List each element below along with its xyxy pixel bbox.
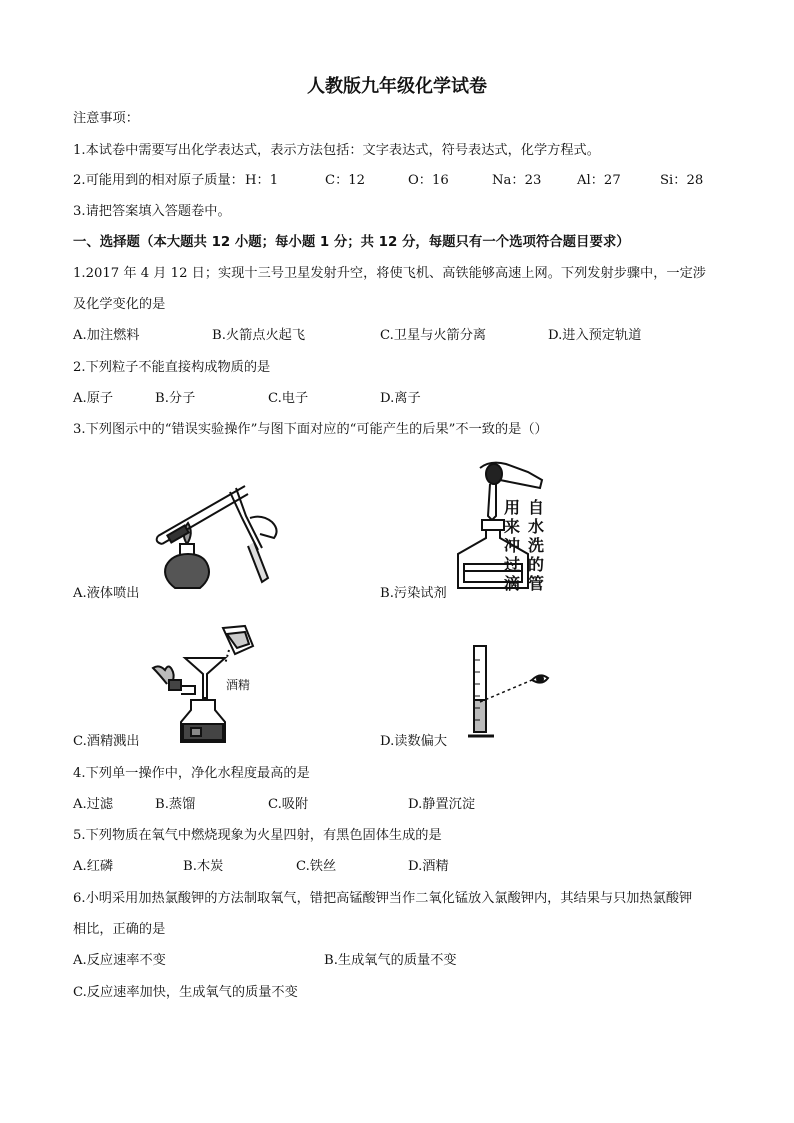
q5-option-b: B.木炭	[183, 859, 224, 874]
q6-option-c: C.反应速率加快，生成氧气的质量不变	[73, 985, 298, 1000]
q4-option-c: C.吸附	[268, 797, 309, 812]
q1-option-a: A.加注燃料	[73, 328, 140, 343]
notice-item-3: 3.请把答案填入答题卷中。	[73, 204, 231, 219]
q4-option-d: D.静置沉淀	[408, 797, 476, 812]
figure-b-label-char: 水	[527, 517, 544, 536]
atomic-mass-na: Na：23	[492, 173, 542, 188]
q3-option-a: A.液体喷出	[73, 586, 140, 601]
notice-item-1: 1.本试卷中需要写出化学表达式，表示方法包括：文字表达式，符号表达式，化学方程式。	[73, 143, 600, 158]
q1-stem-line1: 1.2017 年 4 月 12 日；实现十三号卫星发射升空，将使飞机、高铁能够高速上网。下列发射步骤中，一定涉	[73, 266, 706, 281]
figure-c-label: 酒精	[226, 678, 251, 692]
page-title: 人教版九年级化学试卷	[307, 76, 487, 97]
q2-option-b: B.分子	[155, 391, 196, 406]
notice-item-2-prefix: 2.可能用到的相对原子质量：	[73, 173, 244, 188]
q4-option-b: B.蒸馏	[155, 797, 196, 812]
atomic-mass-si: Si：28	[660, 173, 704, 188]
q1-option-c: C.卫星与火箭分离	[380, 328, 487, 343]
q5-option-d: D.酒精	[408, 859, 449, 874]
q1-option-d: D.进入预定轨道	[548, 328, 642, 343]
figure-b-label-char: 洗	[527, 536, 544, 555]
figure-b-label	[500, 498, 548, 593]
q3-option-d: D.读数偏大	[380, 734, 448, 749]
figure-d-graduated-cylinder	[460, 640, 560, 745]
q2-stem: 2.下列粒子不能直接构成物质的是	[73, 360, 271, 375]
q1-option-b: B.火箭点火起飞	[212, 328, 306, 343]
q2-option-a: A.原子	[73, 391, 114, 406]
atomic-mass-al: Al：27	[577, 173, 621, 188]
q3-option-b: B.污染试剂	[380, 586, 447, 601]
q6-stem-line2: 相比，正确的是	[73, 922, 166, 937]
q6-stem-line1: 6.小明采用加热氯酸钾的方法制取氧气，错把高锰酸钾当作二氧化锰放入氯酸钾内，其结果与只加热氯酸钾	[73, 891, 693, 906]
atomic-mass-c: C：12	[325, 173, 366, 188]
q5-option-a: A.红磷	[73, 859, 114, 874]
figure-b-label-char: 冲	[503, 536, 520, 555]
q5-stem: 5.下列物质在氧气中燃烧现象为火星四射，有黑色固体生成的是	[73, 828, 442, 843]
section-heading: 一、选择题（本大题共 12 小题；每小题 1 分；共 12 分，每题只有一个选项符合题目要求）	[73, 235, 630, 250]
q1-stem-line2: 及化学变化的是	[73, 297, 166, 312]
figure-b-label-char: 的	[527, 555, 544, 574]
q2-option-c: C.电子	[268, 391, 309, 406]
figure-b-label-char: 用	[503, 498, 520, 517]
figure-b-label-char: 滴	[503, 574, 520, 593]
q4-option-a: A.过滤	[73, 797, 114, 812]
q3-option-c: C.酒精溅出	[73, 734, 140, 749]
atomic-mass-o: O：16	[408, 173, 449, 188]
figure-b-label-char: 管	[527, 574, 544, 593]
atomic-mass-h: H：1	[245, 173, 279, 188]
q5-option-c: C.铁丝	[296, 859, 337, 874]
q6-option-a: A.反应速率不变	[73, 953, 166, 968]
q3-stem: 3.下列图示中的“错误实验操作”与图下面对应的“可能产生的后果”不一致的是（）	[73, 422, 548, 437]
q2-option-d: D.离子	[380, 391, 421, 406]
figure-a-heating-test-tube	[150, 478, 285, 603]
figure-b-label-char: 来	[503, 517, 520, 536]
q6-option-b: B.生成氧气的质量不变	[324, 953, 457, 968]
notice-heading: 注意事项：	[73, 111, 139, 126]
figure-b-label-char: 自	[527, 498, 544, 517]
q4-stem: 4.下列单一操作中，净化水程度最高的是	[73, 766, 310, 781]
figure-b-label-char: 过	[503, 555, 520, 574]
